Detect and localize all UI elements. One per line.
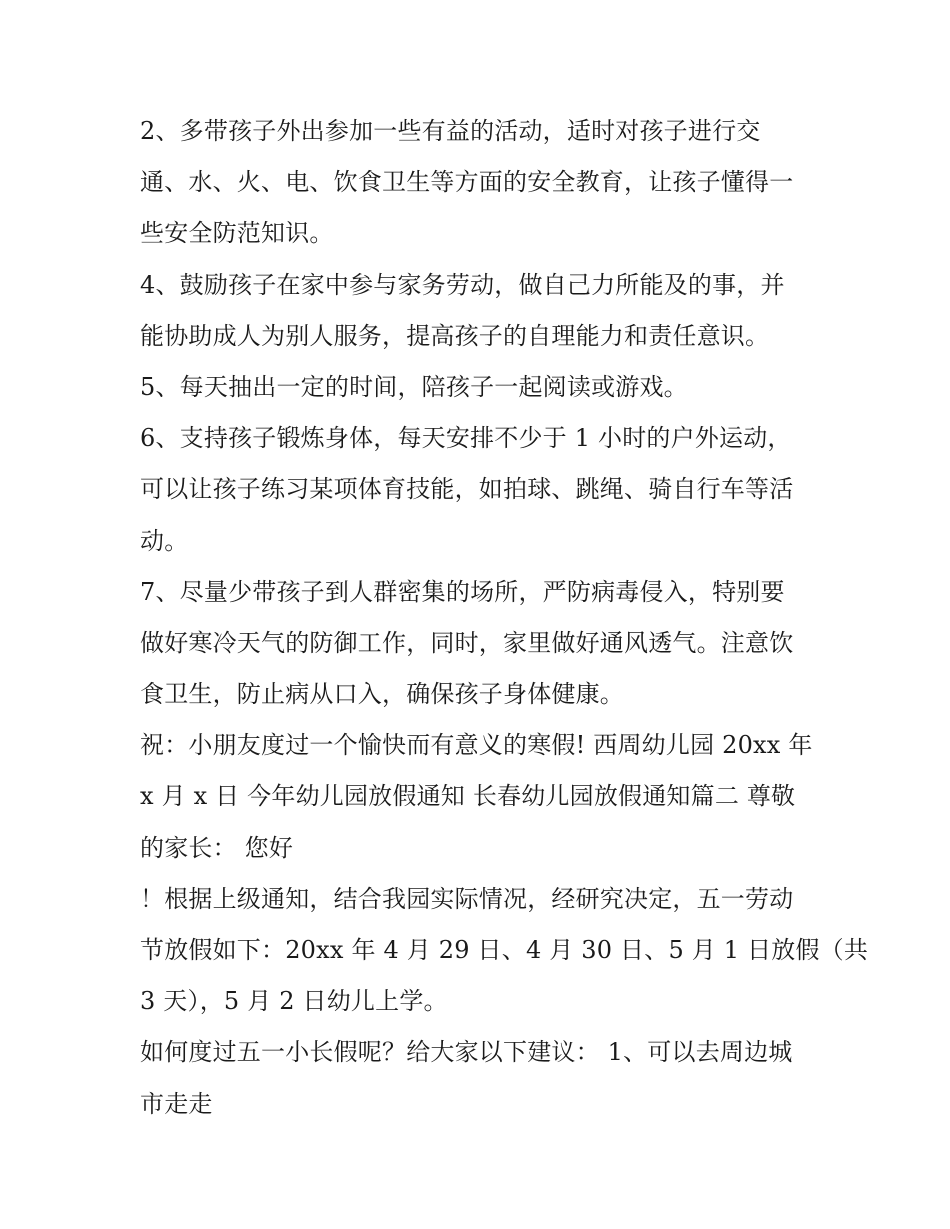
text-line: ！根据上级通知，结合我园实际情况，经研究决定，五一劳动 <box>140 884 794 913</box>
text-line: 节放假如下：20xx 年 4 月 29 日、4 月 30 日、5 月 1 日放假（共 <box>140 936 869 964</box>
text-line: 做好寒冷天气的防御工作，同时，家里做好通风透气。注意饮 <box>140 628 794 657</box>
text-line: 食卫生，防止病从口入，确保孩子身体健康。 <box>140 680 624 709</box>
text-line: 2、多带孩子外出参加一些有益的活动，适时对孩子进行交 <box>140 117 761 145</box>
text-line: 的家长： 您好 <box>140 833 294 862</box>
text-line: 如何度过五一小长假呢？给大家以下建议： 1、可以去周边城 <box>140 1038 793 1067</box>
text-line: 市走走 <box>140 1089 213 1118</box>
text-line: 能协助成人为别人服务，提高孩子的自理能力和责任意识。 <box>140 321 770 350</box>
text-line: 3 天），5 月 2 日幼儿上学。 <box>140 987 448 1016</box>
document-body <box>140 106 869 1130</box>
text-line: 祝：小朋友度过一个愉快而有意义的寒假! 西周幼儿园 20xx 年 <box>140 731 813 760</box>
text-line: 些安全防范知识。 <box>140 219 334 248</box>
text-line: 通、水、火、电、饮食卫生等方面的安全教育，让孩子懂得一 <box>140 168 794 197</box>
text-line: 5、每天抽出一定的时间，陪孩子一起阅读或游戏。 <box>140 372 688 401</box>
text-line: 可以让孩子练习某项体育技能，如拍球、跳绳、骑自行车等活 <box>140 475 794 504</box>
text-line: x 月 x 日 今年幼儿园放假通知 长春幼儿园放假通知篇二 尊敬 <box>140 782 796 811</box>
text-line: 4、鼓励孩子在家中参与家务劳动，做自己力所能及的事，并 <box>140 270 785 299</box>
text-line: 6、支持孩子锻炼身体，每天安排不少于 1 小时的户外运动， <box>140 424 792 453</box>
text-line: 7、尽量少带孩子到人群密集的场所，严防病毒侵入，特别要 <box>140 577 785 606</box>
text-line: 动。 <box>140 526 189 555</box>
